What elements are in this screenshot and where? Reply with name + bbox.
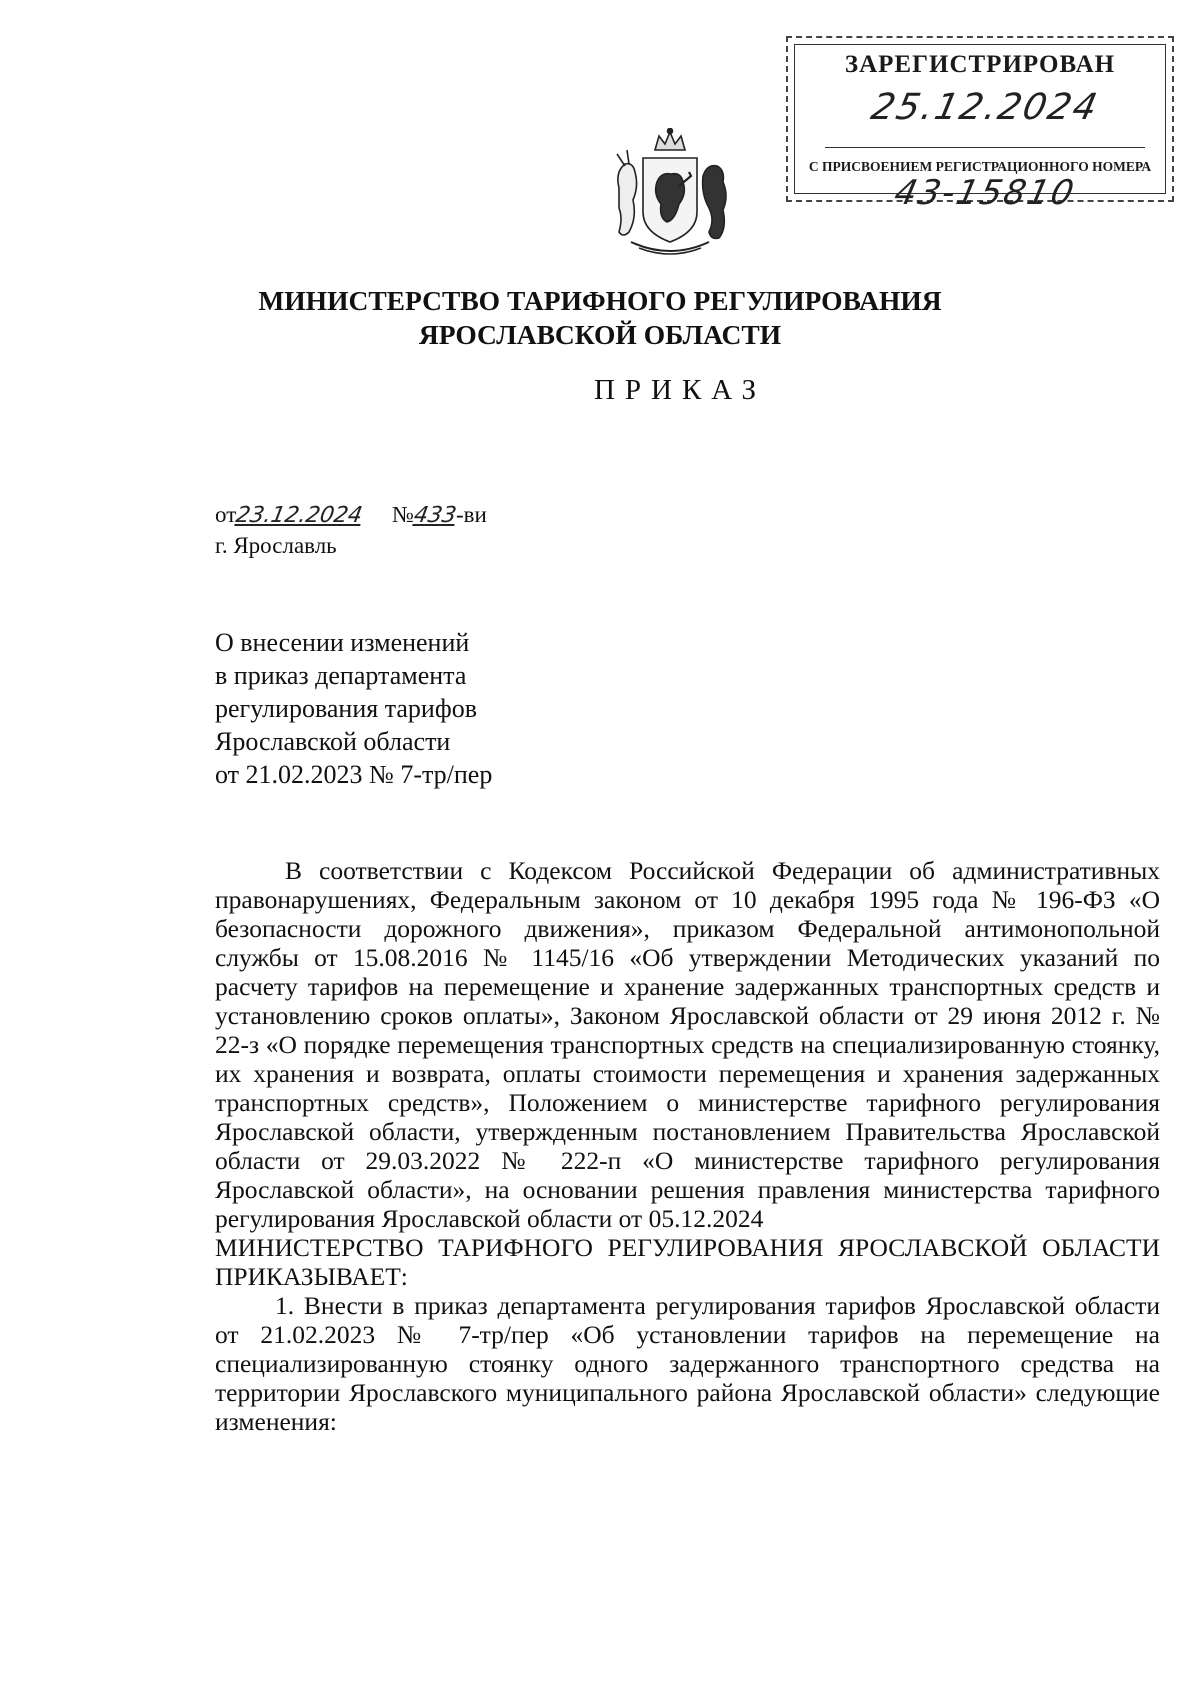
registration-stamp: [786, 36, 1174, 213]
stamp-registration-number: 43-15810: [890, 173, 1080, 213]
subject-line: в приказ департамента: [215, 661, 467, 690]
stamp-subtitle: С ПРИСВОЕНИЕМ РЕГИСТРАЦИОННОГО НОМЕРА: [808, 159, 1152, 174]
city: г. Ярославль: [215, 533, 337, 558]
ministry-name-line-1: МИНИСТЕРСТВО ТАРИФНОГО РЕГУЛИРОВАНИЯ: [258, 285, 942, 316]
subject-line: О внесении изменений: [215, 628, 470, 657]
preamble-paragraph: В соответствии с Кодексом Российской Федерации об административных правонарушениях, Федеральным законом от 10 декабря 1995 года № 196-ФЗ «О безопасности дорожного движения», приказом Федеральной антимонопольной службы от 15.08.2016 № 1145/16 «Об утверждении Методических указаний по расчету тарифов на перемещение и хранение задержанных транспортных средств и установлению сроков оплаты», Законом Ярославской области от 29 июня 2012 г. № 22-з «О порядке перемещения транспортных средств на специализированную стоянку, их хранения и возврата, оплаты стоимости перемещения и хранения задержанных транспортных средств», Положением о министерстве тарифного регулирования Ярославской области, утвержденным постановлением Правительства Ярославской области от 29.03.2022 № 222-п «О министерстве тарифного регулирования Ярославской области», на основании решения правления министерства тарифного регулирования Ярославской области от 05.12.2024: [215, 856, 1160, 1233]
item-1-paragraph: 1. Внести в приказ департамента регулирования тарифов Ярославской области от 21.02.2023 № 7-тр/пер «Об установлении тарифов на перемещение на специализированную стоянку одного задержанного транспортного средства на территории Ярославского муниципального района Ярославской области» следующие изменения:: [215, 1291, 1160, 1436]
number-sign: №: [392, 502, 414, 527]
stamp-title: ЗАРЕГИСТРИРОВАН: [844, 51, 1116, 78]
date-number-line: [215, 500, 487, 531]
subject-line: регулирования тарифов: [215, 694, 477, 723]
stamp-divider: [825, 147, 1145, 148]
ministry-name-line-2: ЯРОСЛАВСКОЙ ОБЛАСТИ: [418, 319, 782, 350]
handwritten-number: 433: [411, 503, 459, 528]
document-type: ПРИКАЗ: [593, 374, 767, 406]
subject-line: от 21.02.2023 № 7-тр/пер: [215, 760, 493, 789]
stamp-frame: [794, 44, 1166, 213]
document-meta: [215, 500, 487, 561]
document-body: [215, 856, 1160, 1436]
number-suffix: -ви: [455, 502, 487, 527]
ministry-name: [200, 284, 1000, 352]
stamp-date: 25.12.2024: [867, 87, 1103, 128]
from-prefix: от: [215, 502, 237, 527]
coat-of-arms-icon: [605, 128, 735, 260]
resolution-paragraph: МИНИСТЕРСТВО ТАРИФНОГО РЕГУЛИРОВАНИЯ ЯРОСЛАВСКОЙ ОБЛАСТИ ПРИКАЗЫВАЕТ:: [215, 1233, 1160, 1291]
document-subject: [215, 626, 492, 791]
handwritten-date: 23.12.2024: [234, 503, 365, 528]
subject-line: Ярославской области: [215, 727, 451, 756]
